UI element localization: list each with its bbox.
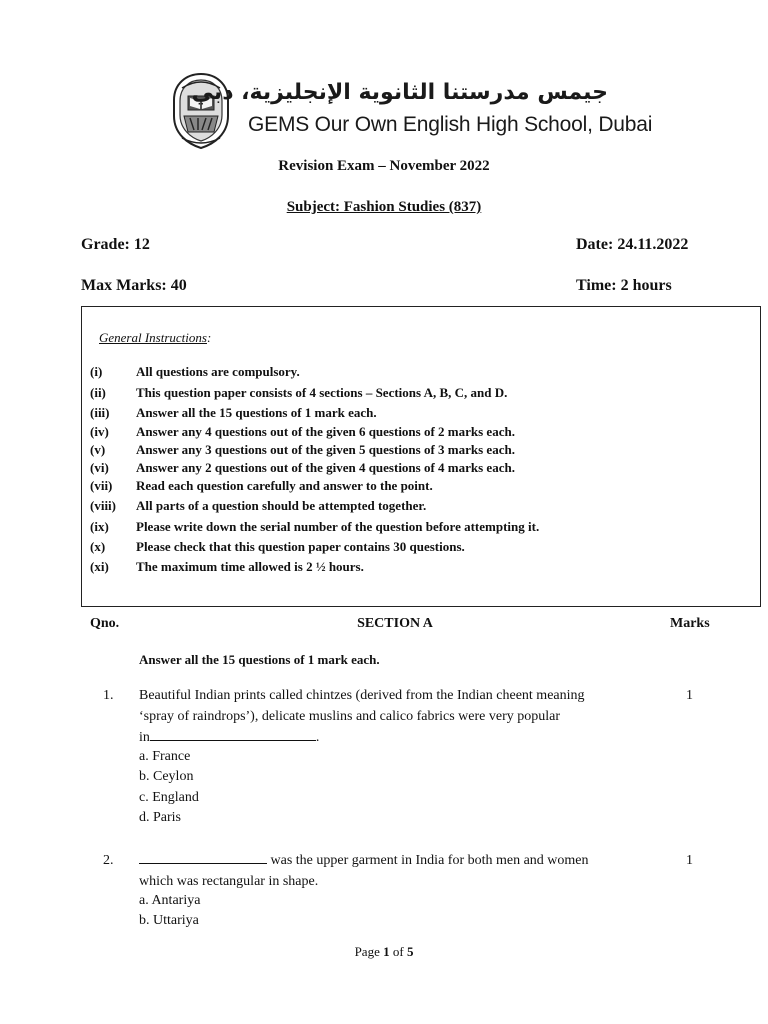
qno-column-header: Qno. [90,616,120,631]
max-marks: Max Marks: 40 [81,277,187,294]
question-text: Beautiful Indian prints called chintzes (derived from the Indian cheent meaning ‘spray of raindrops’), delicate muslins and calico fabrics were very popular in . [139,688,585,745]
exam-title: Revision Exam – November 2022 [278,158,490,174]
answer-blank [150,728,316,741]
grade: Grade: 12 [81,236,150,253]
question-number: 1. [103,688,114,703]
question-number: 2. [103,853,114,868]
marks-column-header: Marks [670,616,710,631]
page-footer: Page 1 of 5 [354,944,414,959]
section-title: SECTION A [357,616,433,631]
instruction-item: (x) Please check that this question paper contains 30 questions. [90,539,465,554]
instruction-item: (v) Answer any 3 questions out of the given 5 questions of 3 marks each. [90,442,515,457]
instruction-item: (ii) This question paper consists of 4 sections – Sections A, B, C, and D. [90,385,508,400]
exam-time: Time: 2 hours [576,277,672,294]
exam-date: Date: 24.11.2022 [576,236,689,253]
instruction-item: (iv) Answer any 4 questions out of the given 6 questions of 2 marks each. [90,424,515,439]
answer-blank [139,851,267,864]
instruction-item: (ix) Please write down the serial number of the question before attempting it. [90,519,540,534]
instruction-item: (vi) Answer any 2 questions out of the given 4 questions of 4 marks each. [90,460,515,475]
instruction-item: (iii) Answer all the 15 questions of 1 mark each. [90,405,377,420]
question-text: was the upper garment in India for both men and women which was rectangular in shape. [139,853,589,889]
section-instruction: Answer all the 15 questions of 1 mark each. [139,652,380,667]
question-marks: 1 [686,688,693,703]
option: c. England [139,790,199,805]
instruction-item: (xi) The maximum time allowed is 2 ½ hours. [90,559,364,574]
exam-subject [0,199,768,216]
instruction-item: (viii) All parts of a question should be attempted together. [90,498,427,513]
option: d. Paris [139,810,181,825]
school-name: GEMS Our Own English High School, Dubai [248,113,653,136]
subject-text: Subject: Fashion Studies (837) [286,199,482,215]
school-name-arabic: جيمس مدرستنا الثانوية الإنجليزية، دبي [191,80,608,105]
instruction-item: (i) All questions are compulsory. [90,364,300,379]
option: b. Ceylon [139,769,194,784]
option: a. Antariya [139,893,201,908]
question-marks: 1 [686,853,693,868]
instructions-title: General Instructions: [99,330,212,345]
option: a. France [139,749,191,764]
instruction-item: (vii) Read each question carefully and answer to the point. [90,478,433,493]
option: b. Uttariya [139,913,199,928]
